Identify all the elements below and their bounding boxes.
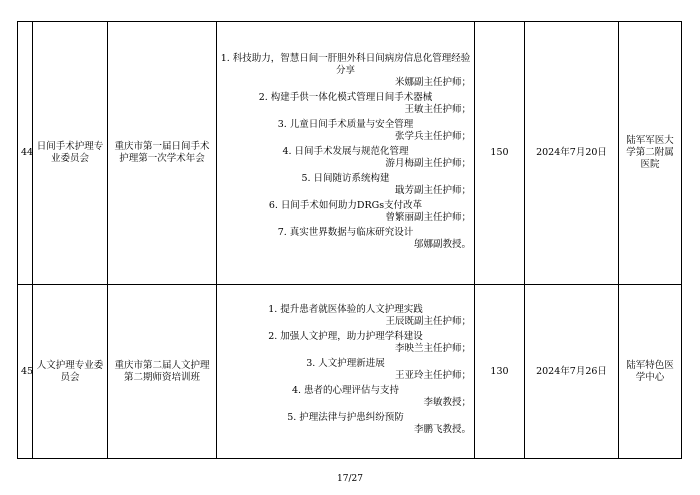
topic-item: 6. 日间手术如何助力DRGs支付改革 曾繁丽副主任护师； — [268, 199, 471, 223]
topic-item: 5. 护理法律与护患纠纷预防 李鹏飞教授。 — [287, 412, 471, 435]
table-row — [18, 22, 682, 285]
row-number: 44 — [18, 22, 33, 285]
table-row — [18, 285, 682, 459]
topic-item: 1. 科技助力，智慧日间一肝胆外科日间病房信息化管理经验分享 米娜副主任护师； — [220, 52, 471, 88]
meeting-name-cell: 重庆市第二届人文护理第二期师资培训班 — [108, 285, 217, 459]
topic-item: 7. 真实世界数据与临床研究设计 邬娜副教授。 — [277, 226, 471, 250]
organizer-cell: 陆军军医大学第二附属医院 — [619, 22, 682, 285]
topic-list-cell — [217, 285, 475, 459]
count-cell: 130 — [475, 285, 525, 459]
topic-item: 2. 加强人文护理，助力护理学科建设 李映兰主任护师； — [268, 331, 471, 354]
topic-list-cell — [217, 22, 475, 285]
topic-item: 5. 日间随访系统构建 戢芳副主任护师； — [301, 172, 471, 196]
meeting-name-cell: 重庆市第一届日间手术护理第一次学术年会 — [108, 22, 217, 285]
meeting-table — [17, 21, 682, 459]
topic-item: 3. 人文护理新进展 王亚玲主任护师； — [306, 358, 471, 381]
organizer-cell: 陆军特色医学中心 — [619, 285, 682, 459]
date-cell: 2024年7月20日 — [525, 22, 619, 285]
page-number: 17/27 — [337, 474, 363, 484]
committee-cell: 日间手术护理专业委员会 — [33, 22, 108, 285]
topic-item: 3. 儿童日间手术质量与安全管理 张学兵主任护师； — [277, 118, 471, 142]
row-number: 45 — [18, 285, 33, 459]
topic-item: 1. 提升患者就医体验的人文护理实践 王辰既副主任护师； — [268, 304, 471, 327]
date-cell: 2024年7月26日 — [525, 285, 619, 459]
committee-cell: 人文护理专业委员会 — [33, 285, 108, 459]
topic-item: 2. 构建手供一体化模式管理日间手术器械 王敏主任护师； — [258, 91, 471, 115]
topic-item: 4. 日间手术发展与规范化管理 游月梅副主任护师； — [282, 145, 471, 169]
count-cell: 150 — [475, 22, 525, 285]
topic-item: 4. 患者的心理评估与支持 李敏教授； — [291, 385, 471, 408]
